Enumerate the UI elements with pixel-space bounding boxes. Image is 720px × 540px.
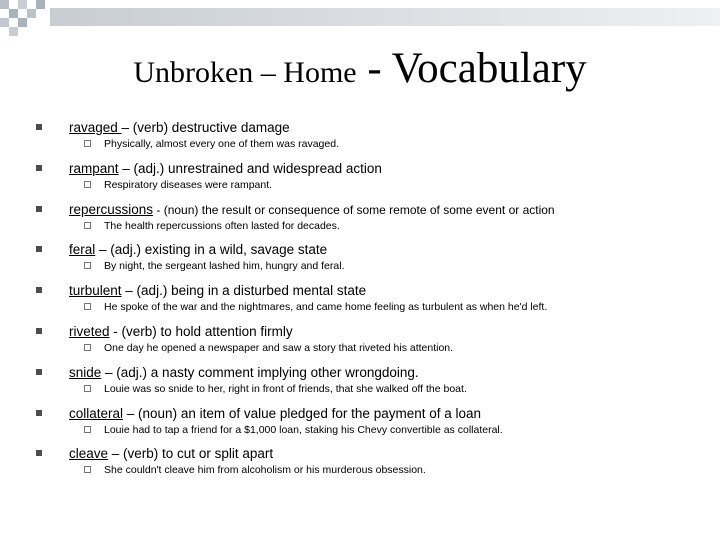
vocab-term: turbulent: [69, 283, 122, 299]
vocab-definition: - (noun) the result or consequence of some remote of some event or action: [153, 202, 555, 217]
vocab-item: [36, 363, 706, 404]
hollow-square-bullet-icon: [84, 222, 91, 229]
title-vocabulary: - Vocabulary: [356, 45, 587, 92]
vocab-term: rampant: [69, 160, 119, 176]
example-line: [84, 383, 467, 395]
term-line: [36, 406, 481, 421]
example-line: [84, 179, 272, 191]
hollow-square-bullet-icon: [84, 344, 91, 351]
example-sentence: Louie was so snide to her, right in front of friends, that she walked off the boat.: [104, 382, 467, 395]
vocab-item: [36, 200, 706, 241]
square-bullet-icon: [36, 410, 42, 416]
vocab-definition: – (noun) an item of value pledged for the payment of a loan: [123, 405, 482, 421]
square-bullet-icon: [36, 124, 42, 130]
example-line: [84, 220, 340, 232]
vocab-definition: – (adj.) being in a disturbed mental state: [121, 283, 367, 299]
term-line: [36, 242, 327, 257]
vocab-definition: – (adj.) existing in a wild, savage state: [95, 242, 328, 258]
vocab-definition: – (adj.) a nasty comment implying other wrongdoing.: [101, 364, 419, 380]
vocab-item: [36, 404, 706, 445]
vocab-term: feral: [69, 242, 96, 258]
vocab-definition: – (verb) to cut or split apart: [108, 446, 274, 462]
example-line: [84, 301, 547, 313]
example-sentence: Respiratory diseases were rampant.: [104, 178, 273, 191]
term-line: [36, 283, 366, 298]
term-line: [36, 446, 273, 461]
example-sentence: Louie had to tap a friend for a $1,000 loan, staking his Chevy convertible as collateral.: [104, 423, 503, 436]
hollow-square-bullet-icon: [84, 262, 91, 269]
decorative-header-pattern: [0, 0, 720, 40]
vocab-definition: - (verb) to hold attention firmly: [109, 323, 293, 339]
vocab-item: [36, 240, 706, 281]
hollow-square-bullet-icon: [84, 303, 91, 310]
example-sentence: He spoke of the war and the nightmares, and came home feeling as turbulent as when he'd left.: [104, 301, 548, 314]
vocab-term: riveted: [69, 323, 110, 339]
vocab-term: snide: [69, 364, 102, 380]
square-bullet-icon: [36, 450, 42, 456]
example-sentence: She couldn't cleave him from alcoholism or his murderous obsession.: [104, 464, 426, 477]
term-line: [36, 365, 419, 380]
vocab-definition: – (verb) destructive damage: [121, 120, 290, 135]
vocab-term: ravaged: [69, 120, 122, 135]
term-line: [36, 202, 555, 217]
vocab-item: [36, 322, 706, 363]
example-line: [84, 424, 503, 436]
vocab-item: [36, 118, 706, 159]
example-sentence: The health repercussions often lasted for decades.: [104, 219, 340, 232]
vocab-item: [36, 444, 706, 485]
hollow-square-bullet-icon: [84, 140, 91, 147]
hollow-square-bullet-icon: [84, 466, 91, 473]
example-sentence: Physically, almost every one of them was ravaged.: [104, 138, 339, 150]
hollow-square-bullet-icon: [84, 385, 91, 392]
example-sentence: By night, the sergeant lashed him, hungry and feral.: [104, 260, 345, 273]
square-bullet-icon: [36, 287, 42, 293]
square-bullet-icon: [36, 246, 42, 252]
hollow-square-bullet-icon: [84, 426, 91, 433]
square-bullet-icon: [36, 165, 42, 171]
title-main: Unbroken – Home: [133, 56, 357, 89]
example-line: [84, 464, 426, 476]
example-line: [84, 260, 344, 272]
hollow-square-bullet-icon: [84, 181, 91, 188]
square-bullet-icon: [36, 328, 42, 334]
vocab-term: cleave: [69, 446, 109, 462]
term-line: [36, 120, 290, 135]
slide-title: [0, 44, 720, 93]
term-line: [36, 324, 293, 339]
vocab-item: [36, 159, 706, 200]
example-sentence: One day he opened a newspaper and saw a story that riveted his attention.: [104, 341, 454, 354]
square-bullet-icon: [36, 369, 42, 375]
vocab-term: repercussions: [69, 201, 154, 217]
vocab-definition: – (adj.) unrestrained and widespread action: [118, 160, 382, 176]
vocabulary-list: [36, 118, 706, 485]
vocab-term: collateral: [69, 405, 124, 421]
example-line: [84, 138, 339, 150]
example-line: [84, 342, 453, 354]
vocab-item: [36, 281, 706, 322]
square-bullet-icon: [36, 206, 42, 212]
term-line: [36, 161, 382, 176]
